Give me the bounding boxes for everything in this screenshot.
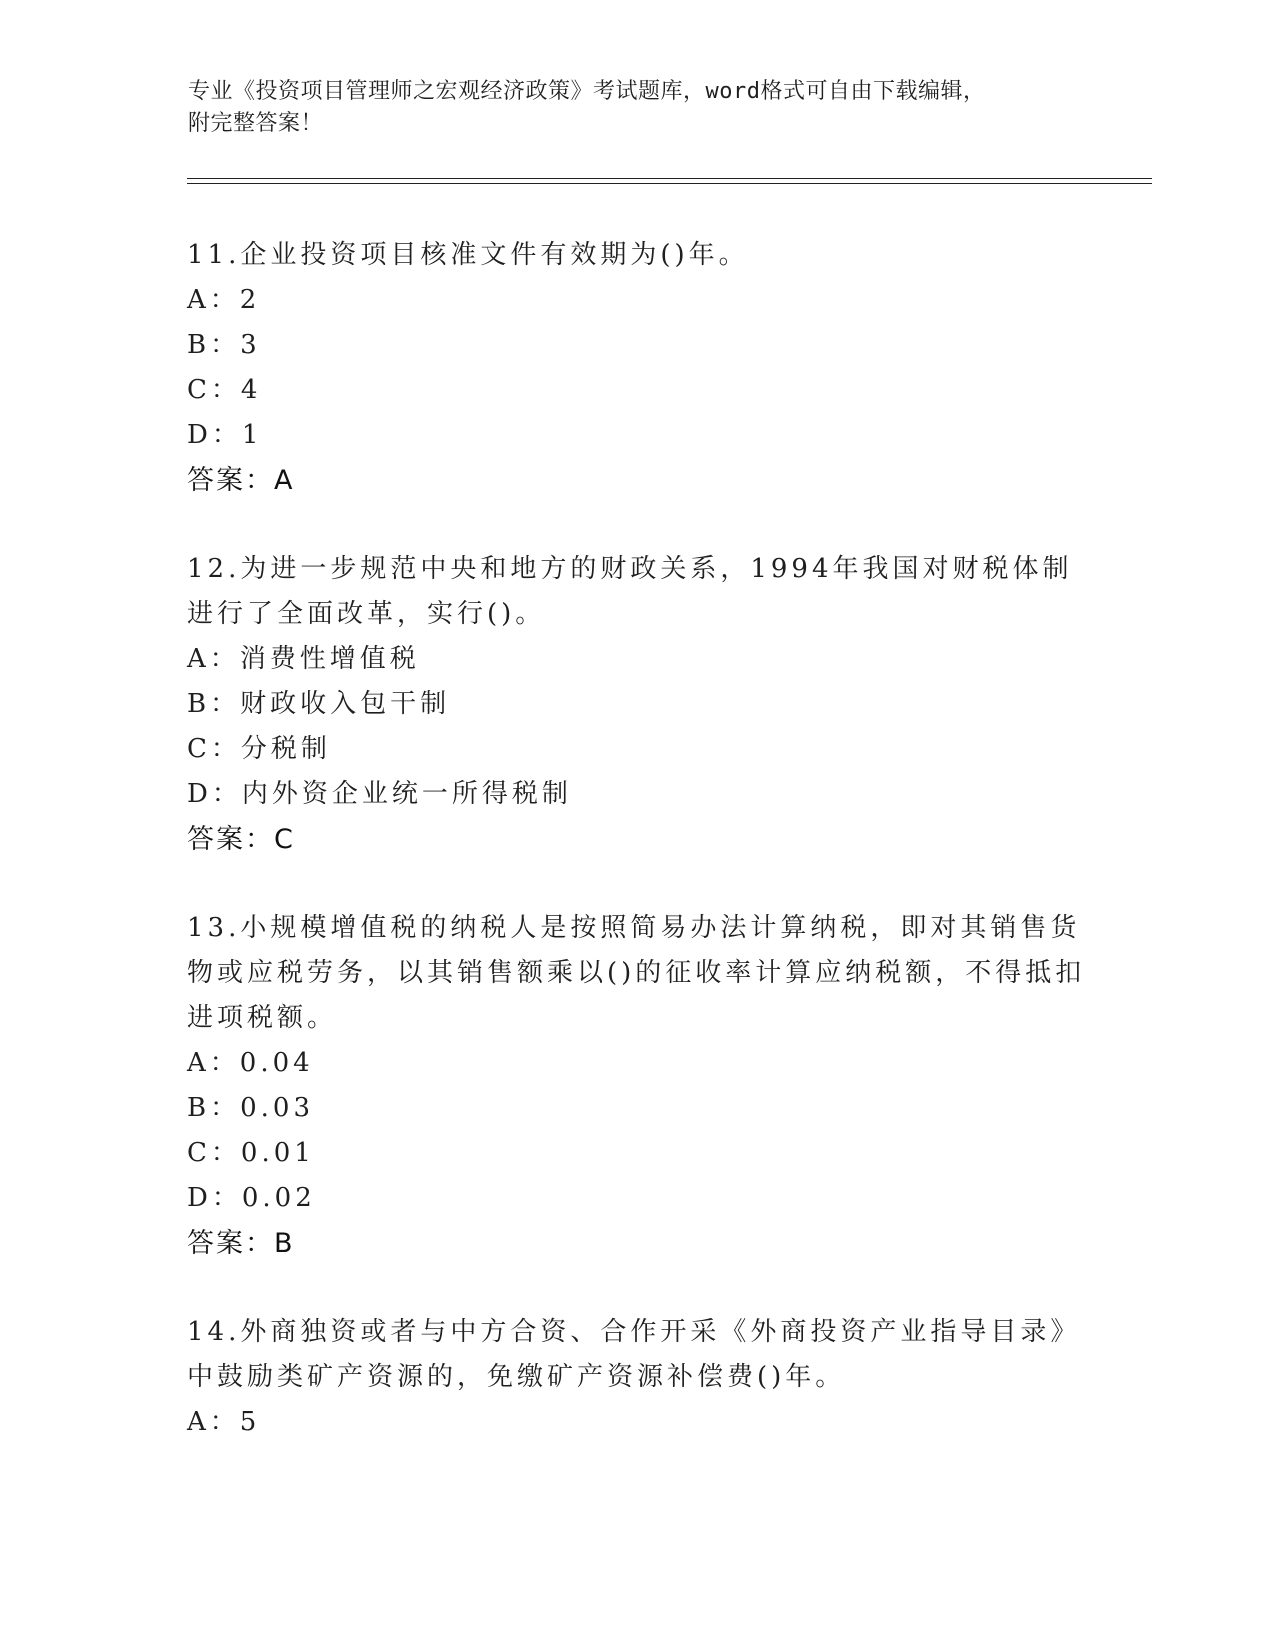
question-11: [187, 233, 1087, 503]
option-separator: ：: [210, 330, 241, 360]
option-separator: ：: [210, 1093, 241, 1123]
option-value: 消费性增值税: [239, 644, 420, 674]
option-b: [187, 1086, 1087, 1131]
option-c: [187, 727, 1087, 772]
question-text: 12.为进一步规范中央和地方的财政关系，1994年我国对财税体制进行了全面改革，实行()。: [187, 554, 1073, 629]
option-b: [187, 682, 1087, 727]
answer-line: 答案：A: [187, 465, 295, 496]
option-letter: B: [187, 689, 211, 719]
option-letter: B: [187, 1093, 211, 1123]
option-separator: ：: [211, 779, 242, 809]
option-separator: ：: [210, 375, 241, 405]
option-letter: B: [187, 330, 211, 360]
option-separator: ：: [211, 420, 242, 450]
option-separator: ：: [210, 689, 241, 719]
option-separator: ：: [210, 734, 241, 764]
option-letter: A: [187, 644, 210, 674]
answer-line: 答案：C: [187, 824, 295, 855]
option-a: [187, 1041, 1087, 1086]
option-separator: ：: [211, 1183, 242, 1213]
option-separator: ：: [210, 1138, 241, 1168]
option-letter: A: [187, 1407, 210, 1437]
option-a: [187, 637, 1087, 682]
option-separator: ：: [209, 285, 240, 315]
question-list: [187, 233, 1087, 1489]
option-value: 内外资企业统一所得税制: [241, 779, 572, 809]
question-13: [187, 906, 1087, 1266]
document-header: [188, 76, 1068, 140]
question-text: 14.外商独资或者与中方合资、合作开采《外商投资产业指导目录》中鼓励类矿产资源的，免缴矿产资源补偿费()年。: [187, 1317, 1081, 1392]
option-letter: A: [187, 1048, 210, 1078]
option-value: 分税制: [240, 734, 331, 764]
option-letter: C: [187, 375, 211, 405]
header-divider-top: [187, 178, 1152, 179]
question-text: 11.企业投资项目核准文件有效期为()年。: [187, 240, 749, 270]
option-letter: D: [187, 1183, 212, 1213]
option-value: 财政收入包干制: [240, 689, 451, 719]
header-line-2: 附完整答案！: [188, 111, 324, 136]
option-value: 2: [239, 285, 261, 315]
option-value: 0.02: [241, 1183, 316, 1213]
header-divider-bottom: [187, 183, 1152, 184]
option-separator: ：: [209, 1407, 240, 1437]
option-value: 0.01: [240, 1138, 315, 1168]
option-d: [187, 413, 1087, 458]
option-value: 0.03: [240, 1093, 314, 1123]
option-letter: C: [187, 1138, 211, 1168]
option-value: 5: [239, 1407, 261, 1437]
option-separator: ：: [209, 1048, 240, 1078]
option-value: 0.04: [239, 1048, 314, 1078]
option-letter: C: [187, 734, 211, 764]
question-14: [187, 1310, 1087, 1445]
option-a: [187, 1400, 1087, 1445]
option-separator: ：: [209, 644, 240, 674]
option-c: [187, 1131, 1087, 1176]
option-value: 4: [240, 375, 262, 405]
option-d: [187, 772, 1087, 817]
option-b: [187, 323, 1087, 368]
option-d: [187, 1176, 1087, 1221]
option-value: 3: [240, 330, 261, 360]
option-letter: A: [187, 285, 210, 315]
header-line-1: 专业《投资项目管理师之宏观经济政策》考试题库，word格式可自由下载编辑，: [188, 79, 986, 104]
answer-line: 答案：B: [187, 1228, 295, 1259]
option-value: 1: [241, 420, 263, 450]
question-text: 13.小规模增值税的纳税人是按照简易办法计算纳税，即对其销售货物或应税劳务，以其销售额乘以()的征收率计算应纳税额，不得抵扣进项税额。: [187, 913, 1086, 1033]
option-c: [187, 368, 1087, 413]
question-12: [187, 547, 1087, 862]
option-letter: D: [187, 420, 212, 450]
option-letter: D: [187, 779, 212, 809]
option-a: [187, 278, 1087, 323]
